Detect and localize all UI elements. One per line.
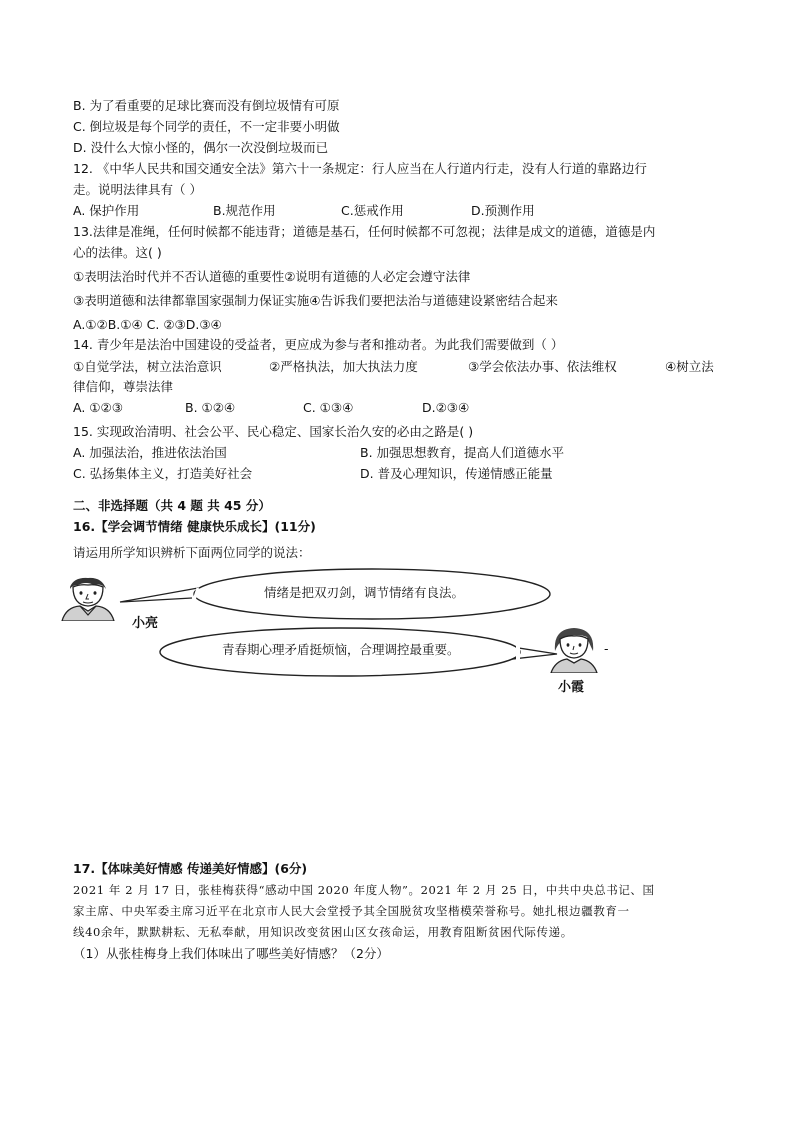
q15-option-b: B. 加强思想教育，提高人们道德水平: [360, 445, 565, 460]
q13-items-1-2: ①表明法治时代并不否认道德的重要性②说明有道德的人必定会遵守法律: [73, 269, 471, 284]
q14-item-1: ①自觉学法，树立法治意识: [73, 359, 222, 374]
q14-options: [73, 399, 773, 417]
q17-subquestion-1: （1）从张桂梅身上我们体味出了哪些美好情感？（2分）: [73, 946, 389, 961]
speaker-name-xiaoliang: 小亮: [132, 616, 159, 631]
girl-avatar-icon: [547, 625, 601, 673]
q12-stem-line1: 12. 《中华人民共和国交通安全法》第六十一条规定：行人应当在人行道内行走，没有人行道的靠路边行: [73, 161, 647, 176]
q17-paragraph-line1: 2021 年 2 月 17 日，张桂梅获得“感动中国 2020 年度人物”。2021 年 2 月 25 日，中共中央总书记、国: [73, 883, 655, 897]
q14-item-2: ②严格执法，加大执法力度: [269, 359, 418, 374]
q16-title: 16.【学会调节情绪 健康快乐成长】(11分): [73, 519, 316, 534]
q17-title: 17.【体味美好情感 传递美好情感】(6分): [73, 861, 308, 876]
speaker-name-xiaoxia: 小霞: [558, 680, 585, 695]
q12-option-b: B.规范作用: [213, 203, 276, 218]
q15-option-a: A. 加强法治，推进依法治国: [73, 445, 227, 460]
q11-option-b: B. 为了看重要的足球比赛而没有倒垃圾情有可原: [73, 98, 340, 113]
q14-item-4-continued: 律信仰，尊崇法律: [73, 379, 174, 394]
stray-mark: -: [604, 641, 609, 656]
q12-option-c: C.惩戒作用: [341, 203, 404, 218]
q14-items: [73, 358, 773, 376]
q12-option-a: A. 保护作用: [73, 203, 140, 218]
q15-stem: 15. 实现政治清明、社会公平、民心稳定、国家长治久安的必由之路是( ): [73, 424, 474, 439]
q14-item-3: ③学会依法办事、依法维权: [468, 359, 617, 374]
q14-option-c: C. ①③④: [303, 400, 354, 415]
section-title: 二、非选择题（共 4 题 共 45 分）: [73, 498, 271, 513]
q13-options: A.①②B.①④ C. ②③D.③④: [73, 317, 222, 332]
q13-stem-line2: 心的法律。这( ): [73, 245, 162, 260]
q14-option-d: D.②③④: [422, 400, 470, 415]
q12-options: [73, 202, 773, 220]
boy-avatar-icon: [56, 575, 120, 621]
speech-text-xiaoxia: 青春期心理矛盾挺烦恼，合理调控最重要。: [222, 642, 460, 657]
q15-options: [73, 444, 773, 484]
q16-instruction: 请运用所学知识辨析下面两位同学的说法：: [73, 545, 311, 560]
q17-paragraph-line3: 线40余年，默默耕耘、无私奉献，用知识改变贫困山区女孩命运，用教育阻断贫困代际传递。: [73, 925, 573, 939]
q13-items-3-4: ③表明道德和法律都靠国家强制力保证实施④告诉我们要把法治与道德建设紧密结合起来: [73, 293, 558, 308]
q15-option-c: C. 弘扬集体主义，打造美好社会: [73, 466, 253, 481]
q14-item-4: ④树立法: [665, 359, 714, 374]
q15-option-d: D. 普及心理知识，传递情感正能量: [360, 466, 553, 481]
q12-stem-line2: 走。说明法律具有（ ）: [73, 182, 202, 197]
q12-option-d: D.预测作用: [471, 203, 535, 218]
q11-option-c: C. 倒垃圾是每个同学的责任，不一定非要小明做: [73, 119, 340, 134]
q13-stem-line1: 13.法律是准绳，任何时候都不能违背；道德是基石，任何时候都不可忽视；法律是成文的道德，道德是内: [73, 224, 656, 239]
q17-paragraph-line2: 家主席、中央军委主席习近平在北京市人民大会堂授予其全国脱贫攻坚楷模荣誉称号。她扎根边疆教育一: [73, 904, 630, 918]
q14-option-a: A. ①②③: [73, 400, 123, 415]
q14-option-b: B. ①②④: [185, 400, 236, 415]
q11-option-d: D. 没什么大惊小怪的，偶尔一次没倒垃圾而已: [73, 140, 329, 155]
speech-text-xiaoliang: 情绪是把双刃剑，调节情绪有良法。: [264, 585, 465, 600]
q14-stem: 14. 青少年是法治中国建设的受益者，更应成为参与者和推动者。为此我们需要做到（ ）: [73, 337, 564, 352]
